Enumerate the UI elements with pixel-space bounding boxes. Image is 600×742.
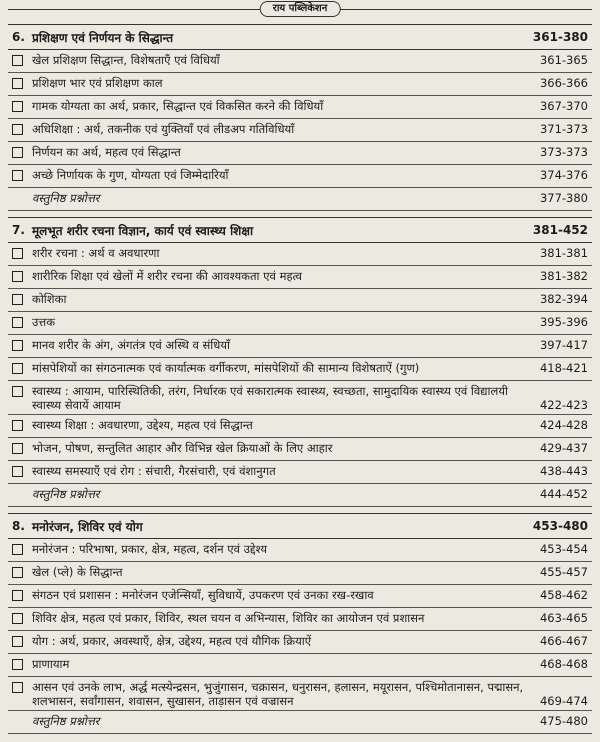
checkbox-icon (12, 340, 23, 351)
entry-page-range: 453-454 (539, 542, 588, 556)
entry-title: निर्णयन का अर्थ, महत्व एवं सिद्धान्त (32, 145, 181, 159)
toc-entry[interactable] (8, 312, 592, 335)
entry-page-range: 395-396 (539, 315, 588, 329)
entry-page-range: 424-428 (539, 418, 588, 432)
checkbox-icon (12, 170, 23, 181)
entry-title: स्वास्थ्य : आयाम, पारिस्थितिकी, तरंग, निर्धारक एवं सकारात्मक स्वास्थ्य, स्वच्छता, सामुदायिक स्वास्थ्य एवं विद्यालयी स्वास्थ्य सेवायें आयाम (32, 384, 508, 412)
toc-entry[interactable] (8, 96, 592, 119)
entry-title: अधिशिक्षा : अर्थ, तकनीक एवं युक्तियाँ एवं लीडअप गतिविधियाँ (32, 122, 295, 136)
checkbox-icon (12, 386, 23, 397)
toc-entry[interactable] (8, 438, 592, 461)
section-title-row[interactable] (8, 513, 592, 539)
toc-entry[interactable] (8, 539, 592, 562)
entry-title: मनोरंजन : परिभाषा, प्रकार, क्षेत्र, महत्व, दर्शन एवं उद्देश्य (32, 542, 268, 556)
entry-title: योग : अर्थ, प्रकार, अवस्थाएँ, क्षेत्र, उद्देश्य, महत्व एवं यौगिक क्रियाऐं (32, 634, 312, 648)
toc-entry[interactable] (8, 289, 592, 312)
checkbox-icon (12, 567, 23, 578)
toc-entry[interactable] (8, 631, 592, 654)
checkbox-icon (12, 420, 23, 431)
checkbox-icon (12, 294, 23, 305)
entry-page-range: 422-423 (539, 398, 588, 412)
entry-page-range: 455-457 (539, 565, 588, 579)
checkbox-icon (12, 124, 23, 135)
section-number: 6. (12, 30, 25, 44)
entry-title: कोशिका (32, 292, 67, 306)
checkbox-icon (12, 613, 23, 624)
checkbox-icon (12, 55, 23, 66)
checkbox-icon (12, 443, 23, 454)
toc-entry[interactable] (8, 608, 592, 631)
section-title-row[interactable] (8, 217, 592, 243)
section-title: मनोरंजन, शिविर एवं योग (32, 519, 143, 534)
section-number: 7. (12, 223, 25, 237)
publisher-badge: राय पब्लिकेशन (260, 1, 341, 17)
entry-page-range: 381-381 (539, 246, 588, 260)
entry-page-range: 458-462 (539, 588, 588, 602)
entry-page-range: 438-443 (539, 464, 588, 478)
section-title: मूलभूत शरीर रचना विज्ञान, कार्य एवं स्वास्थ्य शिक्षा (32, 223, 254, 238)
entry-title: स्वास्थ्य शिक्षा : अवधारणा, उद्देश्य, महत्व एवं सिद्धान्त (32, 418, 253, 432)
toc-entry[interactable] (8, 165, 592, 188)
section-page-range: 361-380 (532, 30, 588, 44)
toc-entry[interactable] (8, 119, 592, 142)
checkbox-icon (12, 248, 23, 259)
entry-page-range: 397-417 (539, 338, 588, 352)
entry-title: शरीर रचना : अर्थ व अवधारणा (32, 246, 160, 260)
entry-page-range: 468-468 (539, 657, 588, 671)
entry-title: स्वास्थ्य समस्याएँ एवं रोग : संचारी, गैरसंचारी, एवं वंशानुगत (32, 464, 276, 478)
toc-entry[interactable] (8, 142, 592, 165)
entry-title: अच्छे निर्णायक के गुण, योग्यता एवं जिम्मेदारियाँ (32, 168, 229, 182)
toc-page (8, 0, 592, 742)
entry-page-range: 377-380 (539, 191, 588, 205)
toc-entry[interactable] (8, 50, 592, 73)
toc-entry[interactable] (8, 415, 592, 438)
section-page-range: 381-452 (532, 223, 588, 237)
page-header (8, 0, 592, 18)
checkbox-icon (12, 466, 23, 477)
checkbox-icon (12, 101, 23, 112)
checkbox-icon (12, 147, 23, 158)
checkbox-icon (12, 682, 23, 693)
entry-title: मांसपेशियों का संगठनात्मक एवं कार्यात्मक वर्गीकरण, मांसपेशियों की सामान्य विशेषताऐं (गुण) (32, 361, 420, 375)
section-title-row[interactable] (8, 24, 592, 50)
entry-title: वस्तुनिष्ठ प्रश्नोत्तर (32, 487, 100, 501)
entry-page-range: 382-394 (539, 292, 588, 306)
entry-title: संगठन एवं प्रशासन : मनोरंजन एजेन्सियाँ, सुविधायें, उपकरण एवं उनका रख-रखाव (32, 588, 374, 602)
checkbox-icon (12, 317, 23, 328)
entry-title: प्रशिक्षण भार एवं प्रशिक्षण काल (32, 76, 163, 90)
toc-entry[interactable] (8, 358, 592, 381)
entry-title: भोजन, पोषण, सन्तुलित आहार और विभिन्न खेल क्रियाओं के लिए आहार (32, 441, 333, 455)
entry-title: आसन एवं उनके लाभ, अर्द्ध मत्स्येन्द्रसन, भुजुंगासन, चक्रासन, धनुरासन, हलासन, मयूरासन, पश्चिमोतानासन, पद्मासन, शलभासन, सर्वांगासन, शवासन, सुखासन, ताड़ासन एवं वज्रासन (32, 680, 524, 708)
checkbox-icon (12, 78, 23, 89)
entry-page-range: 361-365 (539, 53, 588, 67)
toc-entry[interactable] (8, 654, 592, 677)
toc-section (8, 513, 592, 734)
toc-entry[interactable] (8, 266, 592, 289)
toc-entry[interactable] (8, 335, 592, 358)
toc-entry[interactable] (8, 711, 592, 734)
entry-title: खेल (प्ले) के सिद्धान्त (32, 565, 123, 579)
checkbox-icon (12, 544, 23, 555)
entry-title: वस्तुनिष्ठ प्रश्नोत्तर (32, 191, 100, 205)
checkbox-icon (12, 659, 23, 670)
toc-entry[interactable] (8, 677, 592, 711)
entry-title: गामक योग्यता का अर्थ, प्रकार, सिद्धान्त एवं विकसित करने की विधियाँ (32, 99, 324, 113)
checkbox-icon (12, 590, 23, 601)
section-number: 8. (12, 519, 25, 533)
entry-page-range: 418-421 (539, 361, 588, 375)
toc-entry[interactable] (8, 381, 592, 415)
entry-page-range: 466-467 (539, 634, 588, 648)
toc-entry[interactable] (8, 562, 592, 585)
entry-page-range: 475-480 (539, 714, 588, 728)
entry-page-range: 429-437 (539, 441, 588, 455)
entry-page-range: 371-373 (539, 122, 588, 136)
entry-page-range: 381-382 (539, 269, 588, 283)
entry-title: शिविर क्षेत्र, महत्व एवं प्रकार, शिविर, स्थल चयन व अभिन्यास, शिविर का आयोजन एवं प्रशासन (32, 611, 425, 625)
toc-entry[interactable] (8, 73, 592, 96)
checkbox-icon (12, 271, 23, 282)
toc-entry[interactable] (8, 461, 592, 484)
entry-page-range: 367-370 (539, 99, 588, 113)
entry-title: वस्तुनिष्ठ प्रश्नोत्तर (32, 714, 100, 728)
entry-page-range: 463-465 (539, 611, 588, 625)
entry-title: प्राणायाम (32, 657, 70, 671)
toc-section (8, 24, 592, 211)
entry-title: उत्तक (32, 315, 56, 329)
entry-page-range: 374-376 (539, 168, 588, 182)
toc-section (8, 217, 592, 507)
entry-page-range: 444-452 (539, 487, 588, 501)
section-title: प्रशिक्षण एवं निर्णयन के सिद्धान्त (32, 30, 174, 45)
entry-page-range: 373-373 (539, 145, 588, 159)
entry-title: मानव शरीर के अंग, अंगतंत्र एवं अस्थि व संधियाँ (32, 338, 230, 352)
entry-page-range: 366-366 (539, 76, 588, 90)
table-of-contents (8, 24, 592, 734)
toc-entry[interactable] (8, 484, 592, 507)
checkbox-icon (12, 363, 23, 374)
toc-entry[interactable] (8, 243, 592, 266)
toc-entry[interactable] (8, 188, 592, 211)
entry-page-range: 469-474 (539, 694, 588, 708)
section-page-range: 453-480 (532, 519, 588, 533)
toc-entry[interactable] (8, 585, 592, 608)
checkbox-icon (12, 636, 23, 647)
entry-title: खेल प्रशिक्षण सिद्धान्त, विशेषताएँ एवं विधियाँ (32, 53, 220, 67)
entry-title: शारीरिक शिक्षा एवं खेलों में शरीर रचना की आवश्यकता एवं महत्व (32, 269, 303, 283)
